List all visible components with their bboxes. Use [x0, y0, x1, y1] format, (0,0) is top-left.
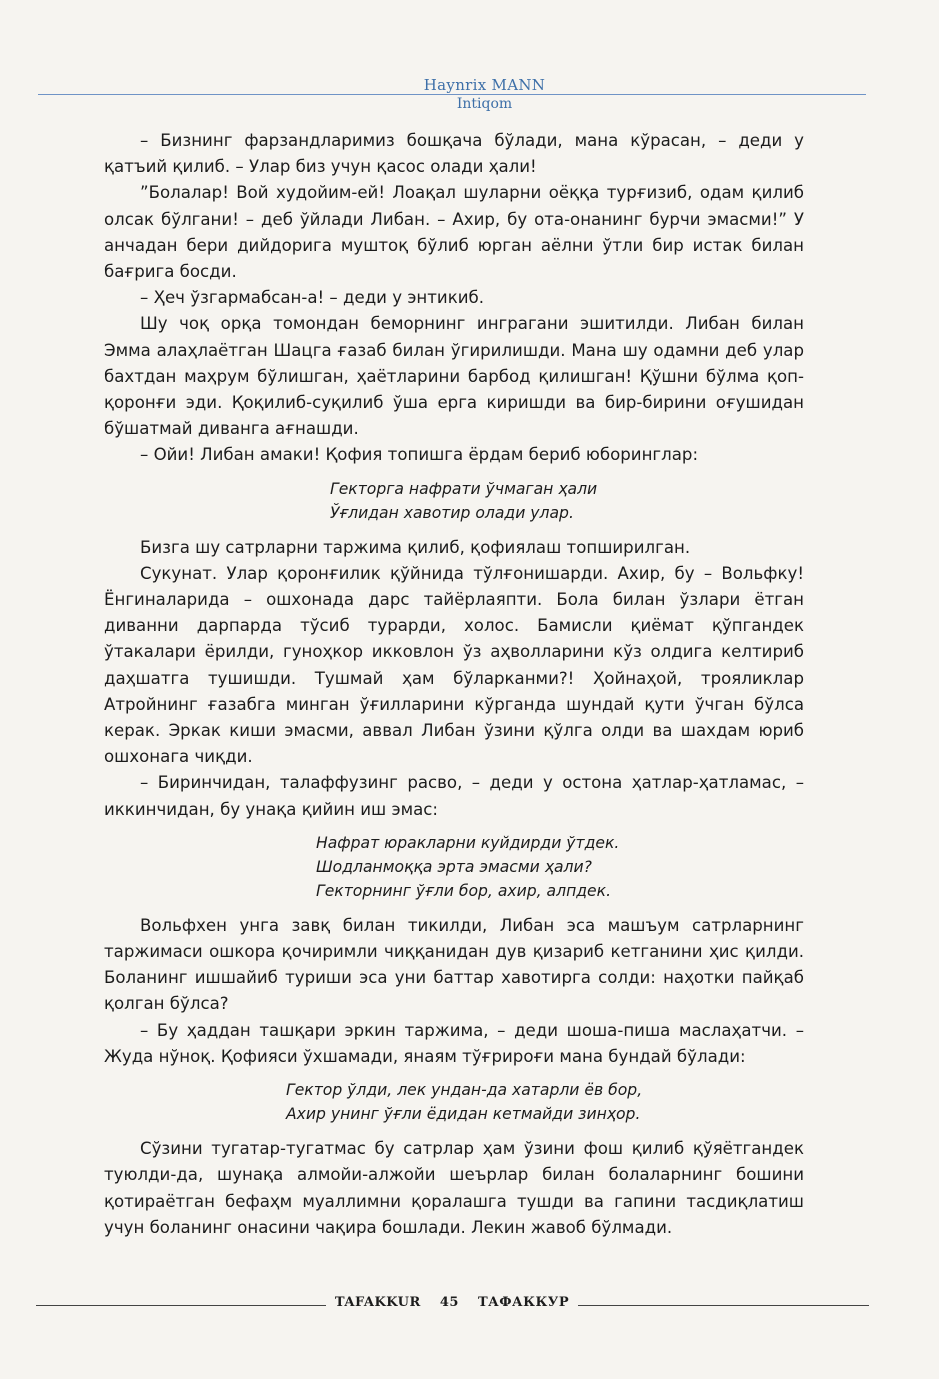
paragraph: Сукунат. Улар қоронғилик қўйнида тўлғонишарди. Ахир, бу – Вольфку! Ёнгиналарида – ошхонада дарс тайёрлаяпти. Бола билан ўзлари ётган диванни дарпарда тўсиб турарди, холос. Бамисли қиёмат қўпгандек ўтакалари ёрилди, гуноҳкор икковлон ўз аҳволларини кўз олдига келтириб даҳшатга тушишди. Тушмай ҳам бўларканми?! Ҳойнаҳой, трояликлар Атройнинг ғазабга минган ўғилларини кўрганда шундай қути ўчган бўлса керак. Эркак киши эмасми, аввал Либан ўзини қўлга олди ва шахдам юриб ошхонага чиқди. [104, 563, 804, 767]
article-body [104, 128, 804, 1241]
footer-magazine-latin: TAFAKKUR [334, 1295, 421, 1310]
paragraph: – Биринчидан, талаффузинг расво, – деди у остона ҳатлар-ҳатламас, – иккинчидан, бу унақа қийин иш эмас: [104, 773, 804, 819]
poem-line: Гекторга нафрати ўчмаган ҳали [330, 479, 598, 498]
header-author: Haynrix MANN [423, 76, 546, 94]
paragraph: Бизга шу сатрларни таржима қилиб, қофиялаш топширилган. [140, 537, 691, 557]
paragraph: Вольфхен унга завқ билан тикилди, Либан эса машъум сатрларнинг таржимаси ошкора қочиримли чиққанидан дув қизариб кетганини ҳис қилди. Боланинг ишшайиб туриши эса уни баттар хавотирга солди: наҳотки пайқаб қолган бўлса? [104, 915, 804, 1014]
paragraph: – Бизнинг фарзандларимиз бошқача бўлади, мана кўрасан, – деди у қатъий қилиб. – Улар биз учун қасос олади ҳали! [104, 131, 804, 177]
poem-verse [104, 1078, 804, 1126]
footer-magazine-cyrillic: ТАФАККУР [477, 1295, 570, 1310]
footer-text [326, 1295, 578, 1310]
paragraph: – Ойи! Либан амаки! Қофия топишга ёрдам бериб юборинглар: [140, 445, 699, 465]
poem-line: Гектор ўлди, лек ундан-да хатарли ёв бор, [286, 1081, 643, 1100]
running-header [0, 76, 939, 112]
poem-verse [104, 831, 804, 903]
poem-line: Ахир унинг ўғли ёдидан кетмайди зинҳор. [286, 1105, 641, 1124]
paragraph: – Бу ҳаддан ташқари эркин таржима, – деди шоша-пиша маслаҳатчи. – Жуда нўноқ. Қофияси ўхшамади, янаям тўғрироғи мана бундай бўлади: [104, 1020, 804, 1066]
paragraph: – Ҳеч ўзгармабсан-а! – деди у энтикиб. [140, 288, 485, 308]
poem-verse [104, 477, 804, 525]
poem-line: Нафрат юракларни куйдирди ўтдек. [316, 833, 620, 852]
poem-line: Гекторнинг ўғли бор, ахир, алпдек. [316, 881, 612, 900]
paragraph: ”Болалар! Вой худойим-ей! Лоақал шуларни оёққа турғизиб, одам қилиб олсак бўлгани! – деб ўйлади Либан. – Ахир, бу ота-онанинг бурчи эмасми!” У анчадан бери дийдорига муштоқ бўлиб юрган аёлни ўтли бир истак билан бағрига босди. [104, 183, 804, 282]
header-rule [38, 94, 866, 95]
header-title: Intiqom [456, 96, 513, 112]
page-number: 45 [439, 1295, 459, 1310]
footer-rule-right [578, 1305, 869, 1306]
page-footer [36, 1295, 869, 1315]
footer-rule-left [36, 1305, 326, 1306]
poem-line: Шодланмоққа эрта эмасми ҳали? [316, 857, 592, 876]
poem-line: Ўғлидан хавотир олади улар. [330, 503, 574, 522]
paragraph: Сўзини тугатар-тугатмас бу сатрлар ҳам ўзини фош қилиб қўяётгандек туюлди-да, шунақа алмойи-алжойи шеърлар билан болаларнинг бошини қотираётган бефаҳм муаллимни қоралашга тушди ва гапини тасдиқлатиш учун боланинг онасини чақира бошлади. Лекин жавоб бўлмади. [104, 1139, 804, 1237]
paragraph: Шу чоқ орқа томондан беморнинг инграгани эшитилди. Либан билан Эмма алаҳлаётган Шацга ғазаб билан ўгирилишди. Мана шу одамни деб улар бахтдан маҳрум бўлишган, ҳаётларини барбод қилишган! Қўшни бўлма қоп-қоронғи эди. Қоқилиб-суқилиб ўша ерга киришди ва бир-бирини оғушидан бўшатмай диванга ағнашди. [104, 314, 804, 439]
